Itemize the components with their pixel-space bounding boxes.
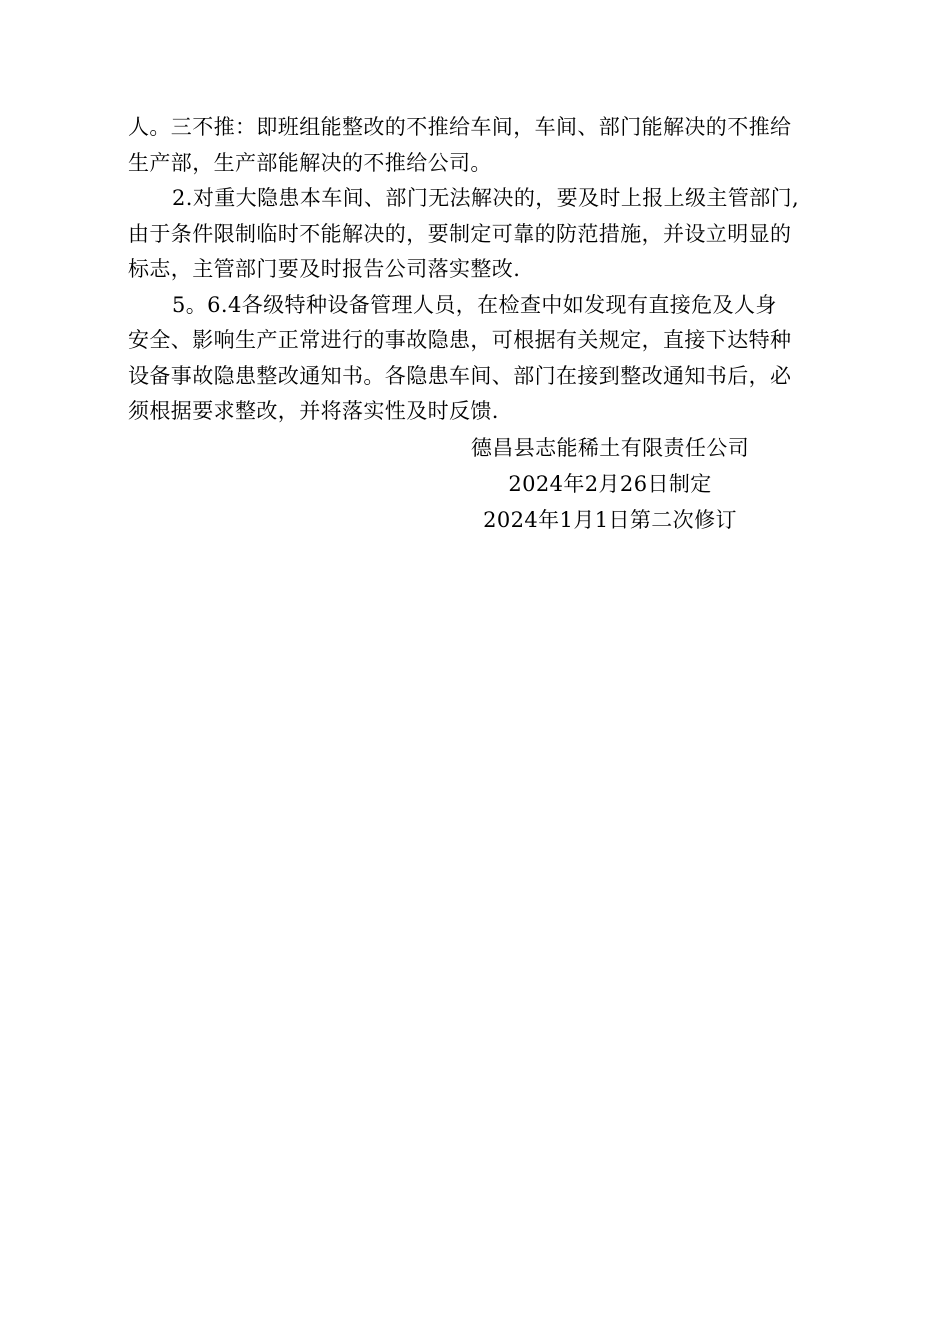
text-line: 须根据要求整改，并将落实性及时反馈. — [128, 399, 499, 423]
text-line: 设备事故隐患整改通知书。各隐患车间、部门在接到整改通知书后，必 — [128, 363, 792, 388]
text-line: 安全、影响生产正常进行的事故隐患，可根据有关规定，直接下达特种 — [128, 328, 792, 352]
issue-date: 2024年2月26日制定 — [508, 472, 712, 496]
text-line: 标志，主管部门要及时报告公司落实整改. — [128, 257, 521, 281]
company-name: 德昌县志能稀土有限责任公司 — [470, 436, 750, 460]
text-line: 生产部，生产部能解决的不推给公司。 — [128, 150, 492, 175]
text-line: 由于条件限制临时不能解决的，要制定可靠的防范措施，并设立明显的 — [128, 221, 792, 246]
paragraph-special-equipment — [128, 288, 834, 430]
document-body — [128, 110, 834, 430]
revision-date: 2024年1月1日第二次修订 — [483, 508, 737, 532]
paragraph-major-hazards — [128, 181, 834, 288]
text-line: 人。三不推：即班组能整改的不推给车间，车间、部门能解决的不推给 — [128, 115, 792, 139]
paragraph-three-no-push — [128, 110, 834, 181]
text-line: 5。6.4各级特种设备管理人员，在检查中如发现有直接危及人身 — [172, 292, 777, 317]
signature-block — [450, 430, 770, 538]
text-line: 2.对重大隐患本车间、部门无法解决的，要及时上报上级主管部门, — [172, 186, 800, 210]
